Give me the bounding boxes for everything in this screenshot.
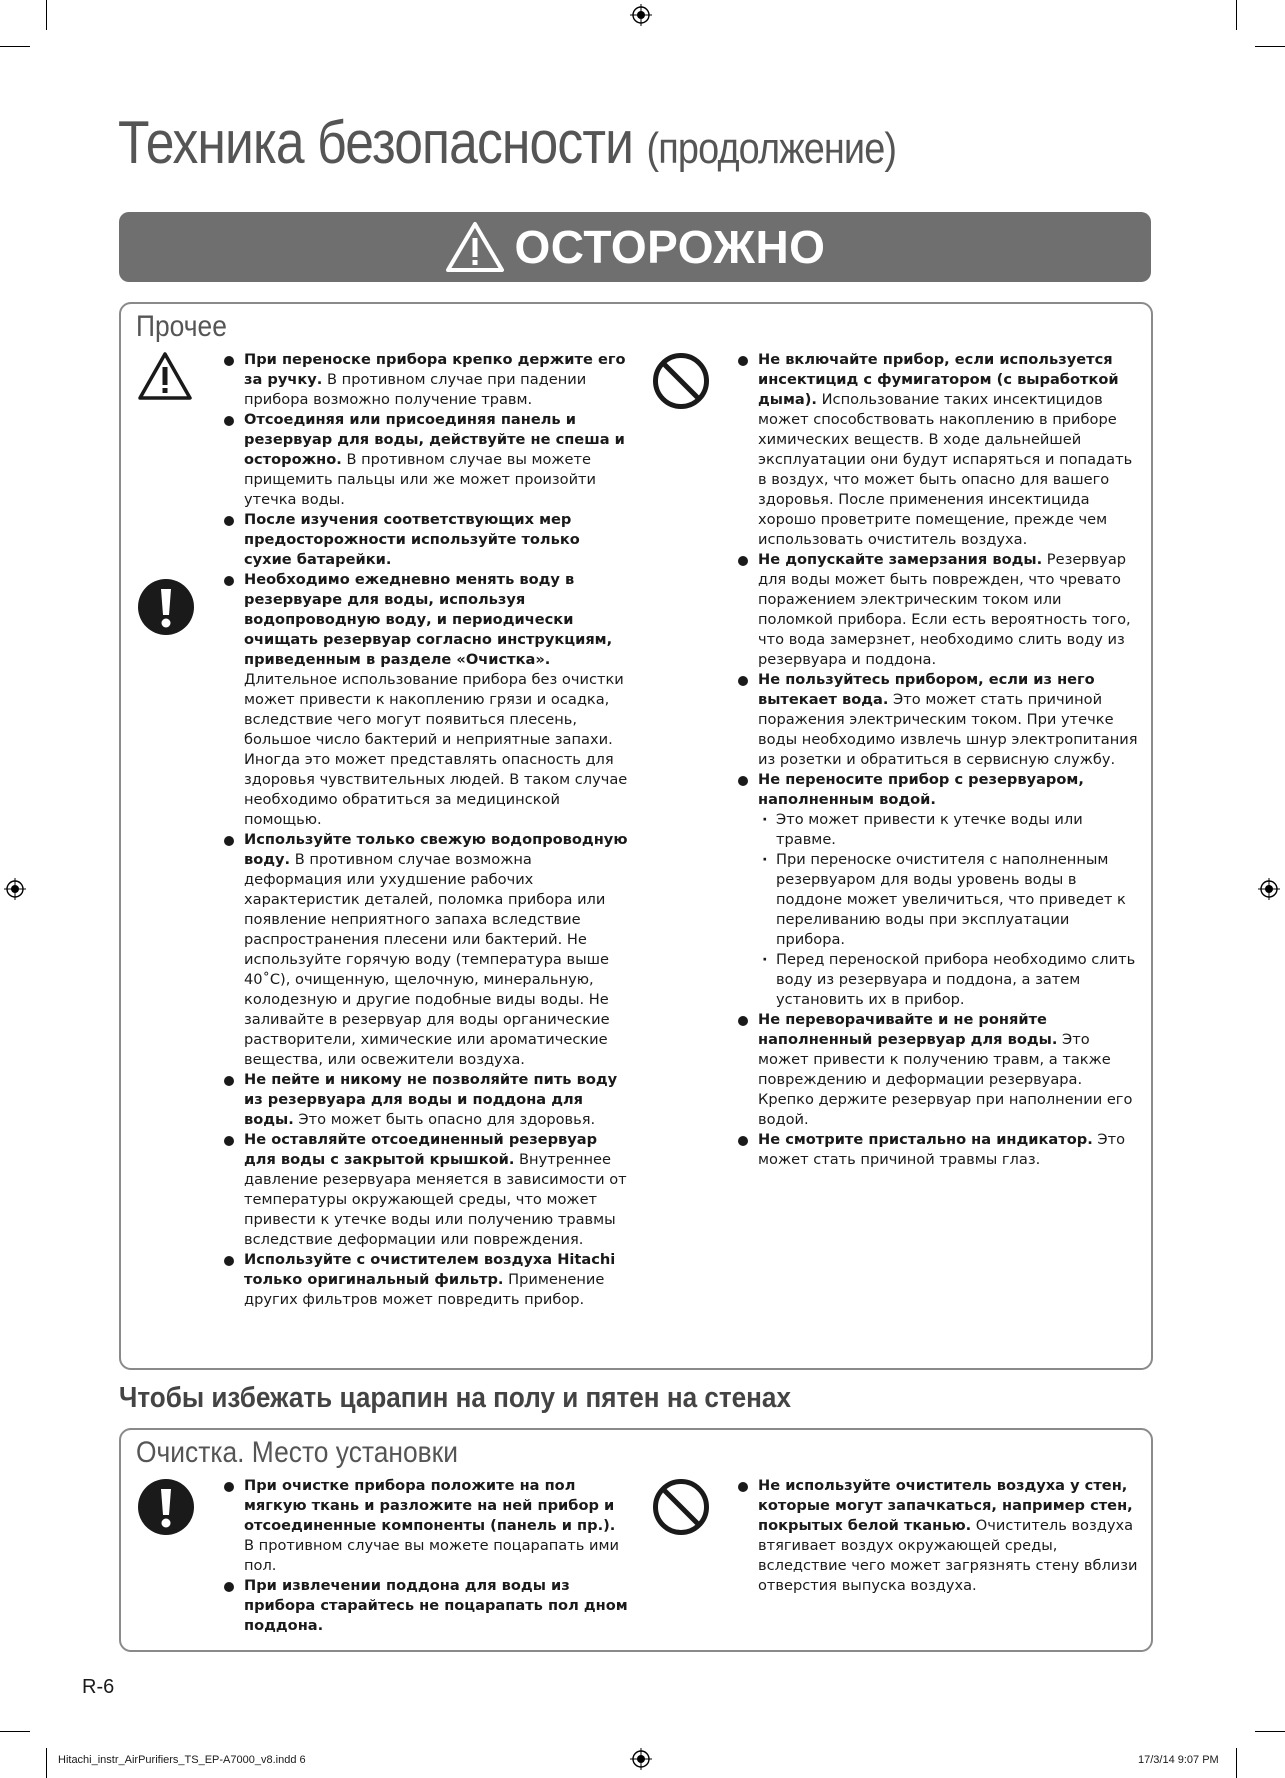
warning-triangle-icon: [445, 220, 505, 274]
mandatory-exclamation-icon: [137, 1478, 195, 1536]
list-item: Не используйте очиститель воздуха у стен, которые могут запачкаться, например стен, покрытых белой тканью. Очиститель воздуха втягивает воздух окружающей среды, вследствие чего может загрязнять стену вблизи отверстия выпуска воздуха.: [738, 1476, 1138, 1596]
list-item: Не переносите прибор с резервуаром, наполненным водой. · Это может привести к утечке воды или травме. · При переноске очистителя с наполненным резервуаром для воды уровень воды в поддоне может увеличиться, что приведет к переливанию воды при эксплуатации прибора. · Перед переноской прибора необходимо слить воду из резервуара и поддона, а затем установить их в прибор.: [738, 770, 1138, 1010]
list-item: После изучения соответствующих мер предосторожности используйте только сухие батарейки.: [224, 510, 629, 570]
prohibited-icon: [652, 352, 710, 410]
crop-mark: [46, 1748, 47, 1778]
registration-mark-icon: [630, 1748, 652, 1770]
list-item: При переноске прибора крепко держите его за ручку. В противном случае при падении прибора возможно получение травм.: [224, 350, 629, 410]
footer-file-name: Hitachi_instr_AirPurifiers_TS_EP-A7000_v8.indd 6: [58, 1754, 306, 1766]
crop-mark: [1236, 0, 1237, 30]
list-item: При извлечении поддона для воды из прибора старайтесь не поцарапать пол дном поддона.: [224, 1576, 629, 1636]
section-other-left-column: [224, 350, 629, 1310]
prohibited-icon: [652, 1478, 710, 1536]
registration-mark-icon: [4, 878, 26, 900]
registration-mark-icon: [1258, 878, 1280, 900]
crop-mark: [1255, 1731, 1285, 1732]
sub-list-item: · Перед переноской прибора необходимо слить воду из резервуара и поддона, а затем установить их в прибор.: [758, 950, 1138, 1010]
section-other-title: Прочее: [136, 310, 227, 343]
crop-mark: [0, 46, 30, 47]
list-item: Используйте с очистителем воздуха Hitachi только оригинальный фильтр. Применение других фильтров может повредить прибор.: [224, 1250, 629, 1310]
section-cleaning-title: Очистка. Место установки: [136, 1436, 458, 1469]
list-item: Не пейте и никому не позволяйте пить воду из резервуара для воды и поддона для воды. Это может быть опасно для здоровья.: [224, 1070, 629, 1130]
mandatory-exclamation-icon: [137, 578, 195, 636]
section-heading: Чтобы избежать царапин на полу и пятен на стенах: [119, 1382, 791, 1414]
crop-mark: [46, 0, 47, 30]
crop-mark: [1255, 46, 1285, 47]
page-number: R-6: [82, 1676, 115, 1698]
page-title-main: Техника безопасности: [118, 109, 634, 176]
registration-mark-icon: [630, 4, 652, 26]
list-item: Используйте только свежую водопроводную воду. В противном случае возможна деформация или ухудшение рабочих характеристик деталей, поломка прибора или появление неприятного запаха вследствие распространения плесени или бактерий. Не используйте горячую воду (температура выше 40˚C), очищенную, щелочную, минеральную, колодезную и другие подобные виды воды. Не заливайте в резервуар для воды органические растворители, химические или ароматические вещества, или освежители воздуха.: [224, 830, 629, 1070]
list-item: Не допускайте замерзания воды. Резервуар для воды может быть поврежден, что чревато поражением электрическим током или поломкой прибора. Если есть вероятность того, что вода замерзнет, необходимо слить воду из резервуара и поддона.: [738, 550, 1138, 670]
list-item: Не оставляйте отсоединенный резервуар для воды с закрытой крышкой. Внутреннее давление резервуара меняется в зависимости от температуры окружающей среды, что может привести к утечке воды или получению травмы вследствие деформации или повреждения.: [224, 1130, 629, 1250]
section-cleaning-left-column: [224, 1476, 629, 1636]
list-item: Отсоединяя или присоединяя панель и резервуар для воды, действуйте не спеша и осторожно. В противном случае вы можете прищемить пальцы или же может произойти утечка воды.: [224, 410, 629, 510]
crop-mark: [1236, 1748, 1237, 1778]
sub-list-item: · При переноске очистителя с наполненным резервуаром для воды уровень воды в поддоне может увеличиться, что приведет к переливанию воды при эксплуатации прибора.: [758, 850, 1138, 950]
caution-banner: [119, 212, 1151, 282]
section-cleaning-right-column: [738, 1476, 1138, 1596]
list-item: Необходимо ежедневно менять воду в резервуаре для воды, используя водопроводную воду, и периодически очищать резервуар согласно инструкциям, приведенным в разделе «Очистка». Длительное использование прибора без очистки может привести к накоплению грязи и осадка, вследствие чего могут появиться плесень, большое число бактерий и неприятные запахи. Иногда это может представлять опасность для здоровья чувствительных людей. В таком случае необходимо обратиться за медицинской помощью.: [224, 570, 629, 830]
footer-print-date: 17/3/14 9:07 PM: [1138, 1754, 1219, 1766]
section-other-right-column: [738, 350, 1138, 1170]
list-item: Не переворачивайте и не роняйте наполненный резервуар для воды. Это может привести к получению травм, а также повреждению и деформации резервуара. Крепко держите резервуар при наполнении его водой.: [738, 1010, 1138, 1130]
list-item: Не включайте прибор, если используется инсектицид с фумигатором (с выработкой дыма). Использование таких инсектицидов может способствовать накоплению в приборе химических веществ. В ходе дальнейшей эксплуатации они будут испаряться и попадать в воздух, что может быть опасно для вашего здоровья. После применения инсектицида хорошо проветрите помещение, прежде чем использовать очиститель воздуха.: [738, 350, 1138, 550]
page-title: [118, 108, 896, 177]
page-title-continued: (продолжение): [646, 124, 897, 173]
list-item: При очистке прибора положите на пол мягкую ткань и разложите на ней прибор и отсоединенные компоненты (панель и пр.). В противном случае вы можете поцарапать ими пол.: [224, 1476, 629, 1576]
list-item: Не пользуйтесь прибором, если из него вытекает вода. Это может стать причиной поражения электрическим током. При утечке воды необходимо извлечь шнур электропитания из розетки и обратиться в сервисную службу.: [738, 670, 1138, 770]
warning-triangle-icon: [137, 350, 193, 402]
sub-list-item: · Это может привести к утечке воды или травме.: [758, 810, 1138, 850]
list-item: Не смотрите пристально на индикатор. Это может стать причиной травмы глаз.: [738, 1130, 1138, 1170]
caution-label: ОСТОРОЖНО: [514, 221, 826, 273]
crop-mark: [0, 1731, 30, 1732]
